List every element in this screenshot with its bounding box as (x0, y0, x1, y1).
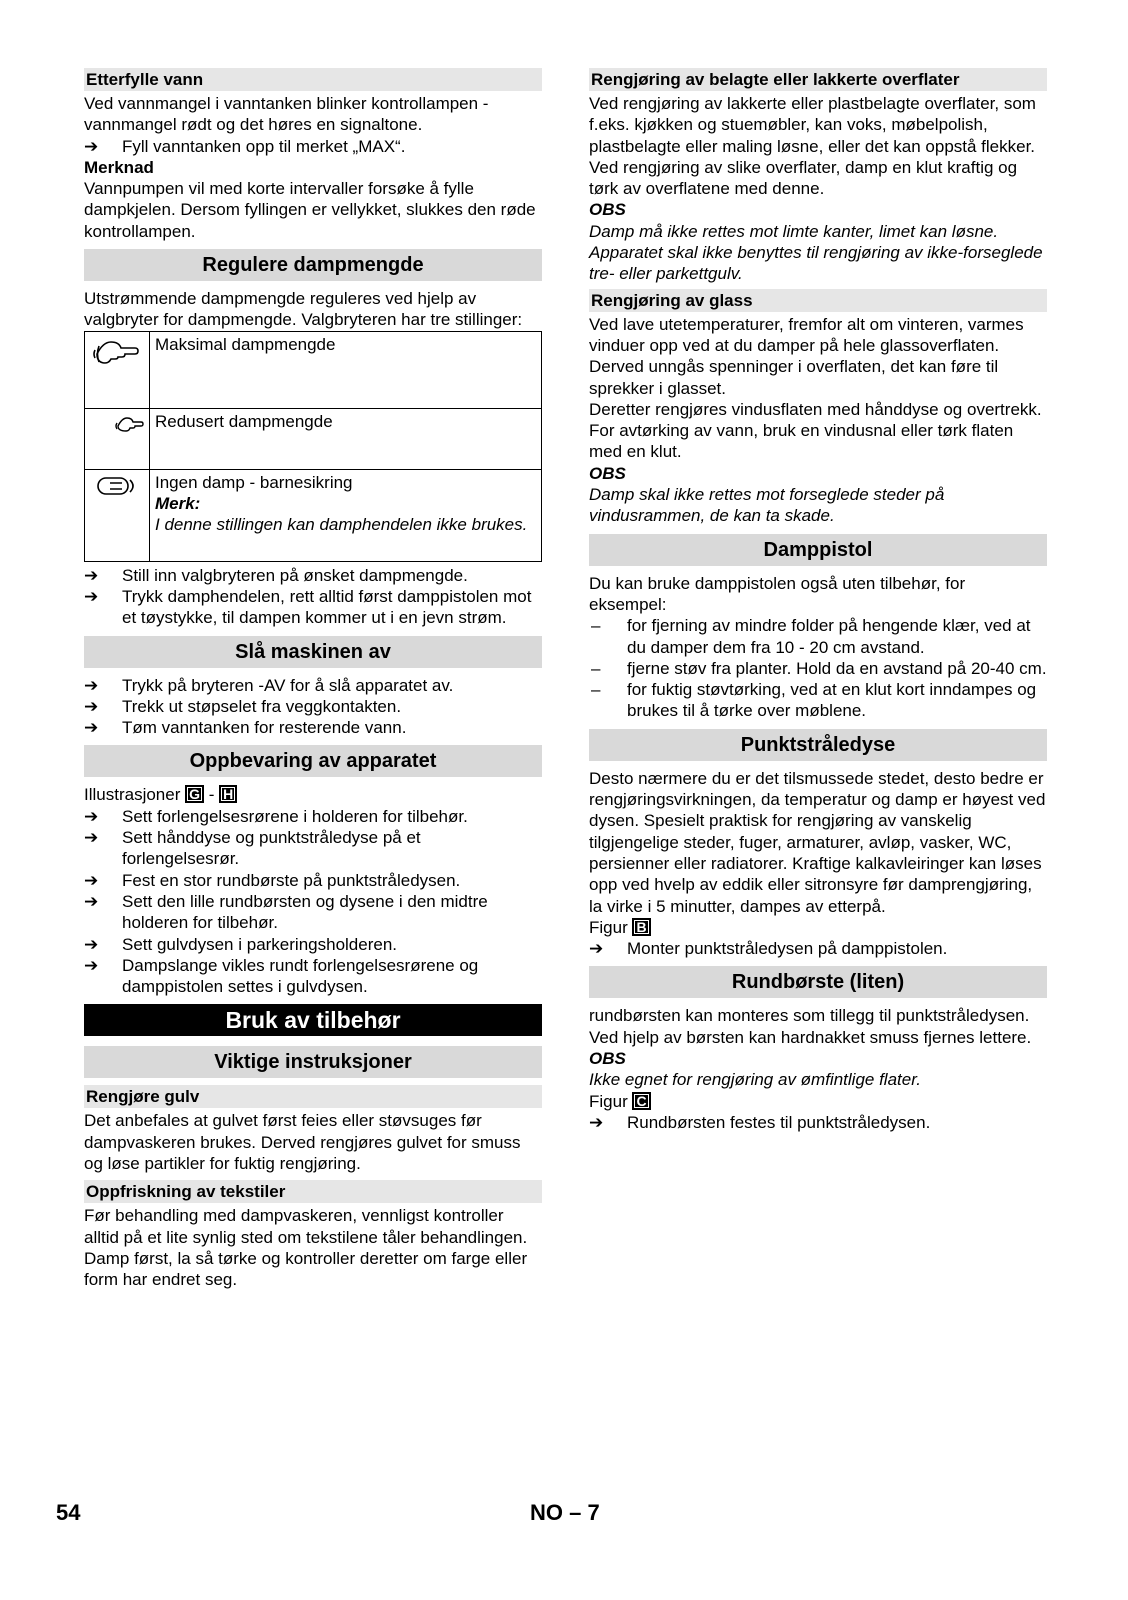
list-item: – for fjerning av mindre folder på hengende klær, ved at du damper dem fra 10 - 20 cm avstand. (591, 616, 1031, 657)
list-item: – fjerne støv fra planter. Hold da en avstand på 20-40 cm. (591, 658, 1047, 678)
list-item: ➔ Monter punktstråledysen på damppistolen. (589, 939, 948, 959)
brush-figure-ref: Figur C (589, 1091, 1047, 1112)
list-item: – for fuktig støvtørking, ved at en klut kort inndampes og brukes til å tørke over møblene. (591, 680, 1037, 721)
arrow-icon: ➔ (589, 939, 604, 959)
refill-steps (84, 136, 542, 157)
glass-heading: Rengjøring av glass (589, 289, 1047, 312)
arrow-icon: ➔ (84, 870, 99, 890)
figure-h-badge: H (219, 785, 237, 803)
brush-heading: Rundbørste (liten) (589, 966, 1047, 998)
glass-obs-text: Damp skal ikke rettes mot forseglede steder på vindusrammen, de kan ta skade. (589, 485, 945, 526)
textiles-text: Før behandling med dampvaskeren, vennligst kontroller alltid på et lite synlig sted om tekstilene tåler behandlingen. Damp først, la så tørke og kontroller deretter om farge eller form har endret seg. (84, 1206, 528, 1290)
regulate-steps (84, 565, 542, 629)
list-item: ➔ Trykk på bryteren -AV for å slå apparatet av. (84, 675, 454, 695)
coated-text: Ved rengjøring av lakkerte eller plastbelagte overflater, som f.eks. kjøkken og stuemøbler, kan voks, møbelpolish, plastbelagte eller maling løsne, eller det kan oppstå flekker. Ved rengjøring av slike overflater, damp en klut kraftig og tørk av overflatene med denne. (589, 94, 1036, 199)
figure-c-badge: C (632, 1092, 650, 1110)
storage-steps (84, 806, 542, 998)
arrow-icon: ➔ (84, 828, 99, 848)
arrow-icon: ➔ (84, 675, 99, 695)
brush-steps (589, 1112, 1047, 1133)
pistol-examples (589, 615, 1047, 721)
table-row (85, 331, 542, 408)
arrow-icon: ➔ (84, 934, 99, 954)
list-item: ➔ Trykk damphendelen, rett alltid først damppistolen mot et tøystykke, til dampen kommer ut i en jevn strøm. (84, 586, 532, 628)
glass-obs-label: OBS (589, 463, 626, 483)
coated-obs-text: Damp må ikke rettes mot limte kanter, limet kan løsne. Apparatet skal ikke benyttes til rengjøring av ikke-forseglede tre- eller parkettgulv. (589, 221, 1043, 284)
left-column (84, 68, 542, 1291)
spot-heading: Punktstråledyse (589, 729, 1047, 761)
arrow-icon: ➔ (84, 586, 99, 606)
chapter-heading: Bruk av tilbehør (84, 1004, 542, 1036)
list-item: ➔ Still inn valgbryteren på ønsket dampmengde. (84, 565, 468, 585)
brush-text: rundbørsten kan monteres som tillegg til punktstråledysen. Ved hjelp av børsten kan hardnakket smuss fjernes lettere. (589, 1006, 1032, 1047)
glass-text-2: Deretter rengjøres vindusflaten med hånddyse og overtrekk. For avtørking av vann, bruk en vindusnal eller tørk flaten med en klut. (589, 399, 1042, 462)
list-item: ➔ Rundbørsten festes til punktstråledysen. (589, 1112, 931, 1132)
brush-obs-label: OBS (589, 1048, 626, 1068)
table-row (85, 469, 542, 561)
table-cell: Redusert dampmengde (150, 408, 542, 469)
spot-text: Desto nærmere du er det tilsmussede stedet, desto bedre er rengjøringsvirkningen, da temperatur og damp er høyest ved dysen. Spesielt praktisk for rengjøring av vanskelig tilgjengelige steder, fuger, armaturer, avløp, vasker, WC, persienner eller radiatorer. Kraftige kalkavleiringer kan løses opp ved hvelp av eddik eller sitronsyre før damprengjøring, la virke i 5 minutter, dampes av etterpå. (589, 768, 1046, 916)
list-item: ➔ Sett forlengelsesrørene i holderen for tilbehør. (84, 806, 468, 826)
textiles-heading: Oppfriskning av tekstiler (84, 1180, 542, 1203)
arrow-icon: ➔ (84, 891, 99, 911)
steam-setting-table (84, 331, 542, 562)
list-item: ➔ Sett gulvdysen i parkeringsholderen. (84, 934, 397, 954)
pistol-heading: Damppistol (589, 534, 1047, 566)
list-item: ➔ Fyll vanntanken opp til merket „MAX“. (84, 136, 406, 156)
glass-text-1: Ved lave utetemperaturer, fremfor alt om vinteren, varmes vinduer opp ved at du damper på hele glassoverflaten. Derved unngås spenninger i overflaten, det kan føre til sprekker i glasset. (589, 314, 1024, 398)
arrow-icon: ➔ (84, 955, 99, 975)
right-column (589, 68, 1047, 1133)
spot-steps (589, 938, 1047, 959)
page-number: 54 (56, 1500, 81, 1525)
list-item: ➔ Sett den lille rundbørsten og dysene i den midtre holderen for tilbehør. (84, 891, 488, 933)
arrow-icon: ➔ (84, 136, 99, 156)
brush-obs-text: Ikke egnet for rengjøring av ømfintlige flater. (589, 1070, 921, 1090)
arrow-icon: ➔ (84, 718, 99, 738)
storage-heading: Oppbevaring av apparatet (84, 745, 542, 777)
list-item: ➔ Dampslange vikles rundt forlengelsesrørene og damppistolen settes i gulvdysen. (84, 955, 479, 997)
reduced-steam-icon (85, 408, 150, 469)
figure-g-badge: G (185, 785, 204, 803)
table-row (85, 408, 542, 469)
list-item: ➔ Trekk ut støpselet fra veggkontakten. (84, 696, 402, 716)
pistol-intro: Du kan bruke damppistolen også uten tilbehør, for eksempel: (589, 573, 966, 614)
storage-illustrations: Illustrasjoner G - H (84, 784, 542, 805)
section-page-label: NO – 7 (530, 1500, 600, 1525)
refill-heading: Etterfylle vann (84, 68, 542, 91)
dash-bullet: – (591, 680, 601, 700)
regulate-intro: Utstrømmende dampmengde reguleres ved hjelp av valgbryter for dampmengde. Valgbryteren har tre stillinger: (84, 289, 523, 330)
arrow-icon: ➔ (84, 565, 99, 585)
table-cell: Ingen damp - barnesikring Merk: I denne stillingen kan damphendelen ikke brukes. (150, 469, 542, 561)
figure-b-badge: B (632, 918, 650, 936)
switch-off-steps (84, 675, 542, 739)
refill-text: Ved vannmangel i vanntanken blinker kontrollampen - vannmangel rødt og det høres en signaltone. (84, 94, 489, 135)
list-item: ➔ Tøm vanntanken for resterende vann. (84, 718, 407, 738)
switch-off-heading: Slå maskinen av (84, 636, 542, 668)
table-cell: Maksimal dampmengde (150, 331, 542, 408)
coated-obs-label: OBS (589, 200, 626, 220)
no-steam-lock-icon (85, 469, 150, 561)
list-item: ➔ Sett hånddyse og punktstråledyse på et forlengelsesrør. (84, 828, 421, 869)
spot-figure-ref: Figur B (589, 917, 1047, 938)
max-steam-icon (85, 331, 150, 408)
dash-bullet: – (591, 658, 601, 678)
important-heading: Viktige instruksjoner (84, 1046, 542, 1078)
coated-heading: Rengjøring av belagte eller lakkerte overflater (589, 68, 1047, 91)
floor-text: Det anbefales at gulvet først feies eller støvsuges før dampvaskeren brukes. Derved rengjøres gulvet for smuss og løse partikler for fuktig rengjøring. (84, 1111, 521, 1174)
arrow-icon: ➔ (84, 696, 99, 716)
arrow-icon: ➔ (589, 1112, 604, 1132)
arrow-icon: ➔ (84, 806, 99, 826)
floor-heading: Rengjøre gulv (84, 1085, 542, 1108)
regulate-heading: Regulere dampmengde (84, 249, 542, 281)
refill-note-label: Merknad (84, 157, 154, 177)
dash-bullet: – (591, 616, 601, 636)
refill-note-text: Vannpumpen vil med korte intervaller forsøke å fylle dampkjelen. Dersom fyllingen er vellykket, slukkes den røde kontrollampen. (84, 179, 536, 241)
list-item: ➔ Fest en stor rundbørste på punktstråledysen. (84, 870, 461, 890)
